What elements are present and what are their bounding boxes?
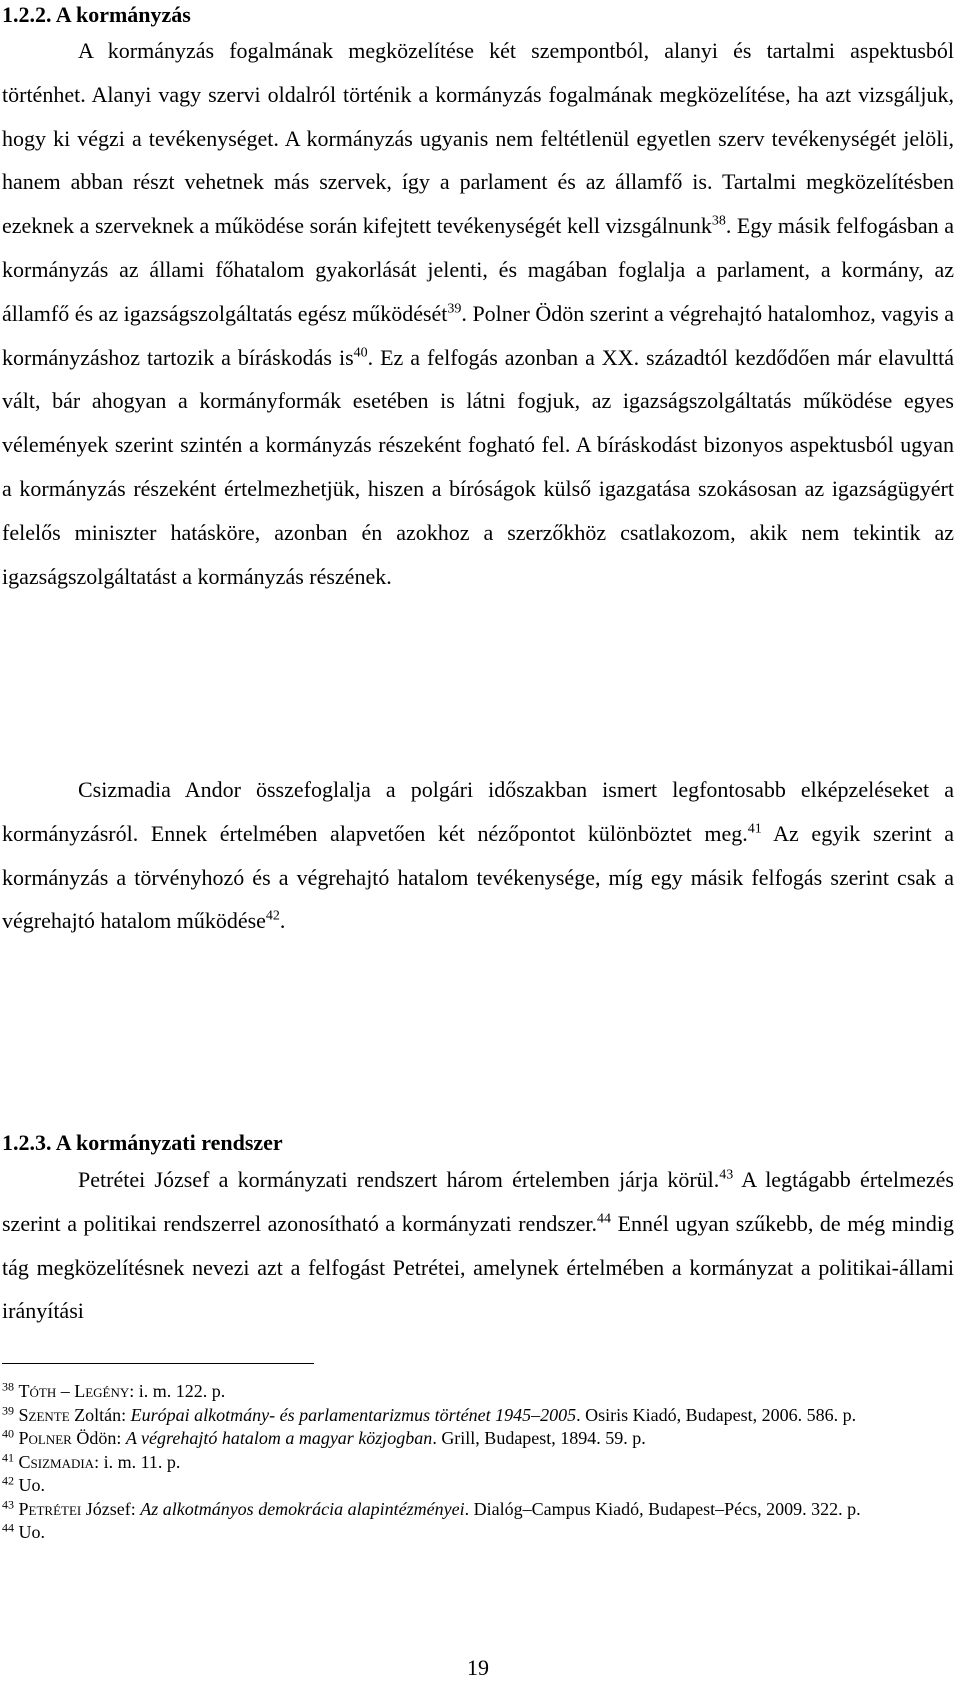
paragraph-text: . Ez a felfogás azonban a XX. századtól kezdődően már elavulttá vált, bár ahogyan a kormányformák esetében is látni fogjuk, az igazságszolgáltatás működése egyes vélemények szerint szintén a kormányzás részeként fogható fel. A bíráskodást bizonyos aspektusból ugyan a kormányzás részeként értelmezhetjük, hiszen a bíróságok külső igazgatása szokásosan az igazságügyért felelős miniszter hatásköre, azonban én azokhoz a szerzőkhöz csatlakozom, akik nem tekintik az igazságszolgáltatást a kormányzás részének. (2, 344, 955, 589)
footnote-41 (2, 1451, 954, 1475)
footnote-text: . Dialóg–Campus Kiadó, Budapest–Pécs, 2009. 322. p. (464, 1498, 861, 1519)
footnotes (2, 1380, 954, 1545)
footnote-text: . Osiris Kiadó, Budapest, 2006. 586. p. (576, 1404, 857, 1425)
footnote-42 (2, 1474, 954, 1498)
section-heading-1-2-3 (2, 1128, 283, 1158)
page-number: 19 (467, 1655, 489, 1680)
footnote-author-given: Zoltán: (69, 1404, 131, 1425)
paragraph-text: Az egyik szerint a kormányzás a törvényhozó és a végrehajtó hatalom tevékenysége, míg egy másik felfogás szerint csak a végrehajtó hatalom működése (2, 820, 954, 934)
footnote-author: Petrétei (18, 1498, 82, 1519)
footnote-text: Uo. (18, 1475, 45, 1495)
footnote-author: Szente (18, 1404, 70, 1425)
footnote-title: Az alkotmányos demokrácia alapintézményei (140, 1498, 465, 1519)
footnote-number: 39 (2, 1402, 14, 1417)
footnote-author: Polner (18, 1428, 72, 1448)
footnote-author-given: Ödön: (71, 1428, 126, 1448)
paragraph-text: . Egy másik felfogásban a kormányzás az állami főhatalom gyakorlását jelenti, és magában foglalja a parlament, a kormány, az államfő és az igazságszolgáltatás egész működését (2, 213, 954, 326)
footnote-title: Európai alkotmány- és parlamentarizmus történet 1945–2005 (130, 1404, 577, 1425)
footnote-ref-38[interactable]: 38 (711, 213, 726, 229)
footnote-text: . Grill, Budapest, 1894. 59. p. (432, 1428, 646, 1448)
paragraph-text: Petrétei József a kormányzati rendszert három értelemben járja körül. (78, 1167, 720, 1192)
footnote-title: A végrehajtó hatalom a magyar közjogban (125, 1428, 433, 1448)
footnote-number: 38 (2, 1379, 14, 1394)
footnote-ref-42[interactable]: 42 (265, 909, 280, 924)
footnote-ref-41[interactable]: 41 (747, 821, 762, 837)
footnote-author: Tóth – Legény (18, 1381, 130, 1401)
paragraph-text: A kormányzás fogalmának megközelítése két szempontból, alanyi és tartalmi aspektusból történhet. Alanyi vagy szervi oldalról történik a kormányzás fogalmának megközelítése, ha azt vizsgáljuk, hogy ki végzi a tevékenységet. A kormányzás ugyanis nem feltétlenül egyetlen szerv tevékenységét jelöli, hanem abban részt vehetnek más szervek, így a parlament és az államfő is. Tartalmi megközelítésben ezeknek a szerveknek a működése során kifejtett tevékenységét kell vizsgálnunk (2, 38, 954, 239)
footnote-40 (2, 1427, 954, 1451)
paragraph-text: Ennél ugyan szűkebb, de még mindig tág megközelítésnek nevezi azt a felfogást Petrétei, amelynek értelmében a kormányzat a politikai-állami irányítási (2, 1210, 954, 1324)
section-title: A kormányzati rendszer (55, 1130, 283, 1155)
section-heading-1-2-2 (2, 0, 191, 30)
footnote-number: 43 (2, 1496, 14, 1511)
section-number: 1.2.2. (2, 2, 52, 27)
paragraph-kormanyzati-rendszer (2, 1158, 954, 1333)
paragraph-text: A legtágabb értelmezés szerint a politikai rendszerrel azonosítható a kormányzati rendszer. (2, 1167, 954, 1236)
footnote-ref-44[interactable]: 44 (597, 1211, 612, 1227)
paragraph-text: Csizmadia Andor összefoglalja a polgári időszakban ismert legfontosabb elképzeléseket a kormányzásról. Ennek értelmében alapvetően két nézőpontot különböztet meg. (2, 777, 954, 846)
footnote-ref-43[interactable]: 43 (719, 1167, 734, 1183)
section-title: A kormányzás (55, 2, 191, 27)
footnote-separator (2, 1363, 314, 1364)
paragraph-text: . (279, 908, 286, 934)
footnote-ref-40[interactable]: 40 (353, 345, 368, 361)
footnote-ref-39[interactable]: 39 (447, 301, 462, 317)
footnote-number: 41 (2, 1449, 14, 1464)
section-number: 1.2.3. (2, 1130, 52, 1155)
footnote-text: : i. m. 122. p. (129, 1381, 226, 1401)
footnote-author-given: József: (81, 1498, 141, 1519)
footnote-text: : i. m. 11. p. (94, 1451, 181, 1472)
footnote-44 (2, 1521, 954, 1545)
footnote-author: Csizmadia (18, 1451, 95, 1472)
footnote-38 (2, 1380, 954, 1404)
footnote-number: 40 (2, 1426, 14, 1441)
footnote-number: 42 (2, 1473, 14, 1488)
footnote-39 (2, 1404, 954, 1428)
footnote-43 (2, 1498, 954, 1522)
footnote-number: 44 (2, 1520, 14, 1535)
footnote-text: Uo. (18, 1522, 45, 1542)
paragraph-text: . Polner Ödön szerint a végrehajtó hatalomhoz, vagyis a kormányzáshoz tartozik a bíráskodás is (2, 300, 954, 370)
paragraph-kormanyzas-1 (2, 29, 954, 598)
paragraph-kormanyzas-2 (2, 768, 954, 943)
